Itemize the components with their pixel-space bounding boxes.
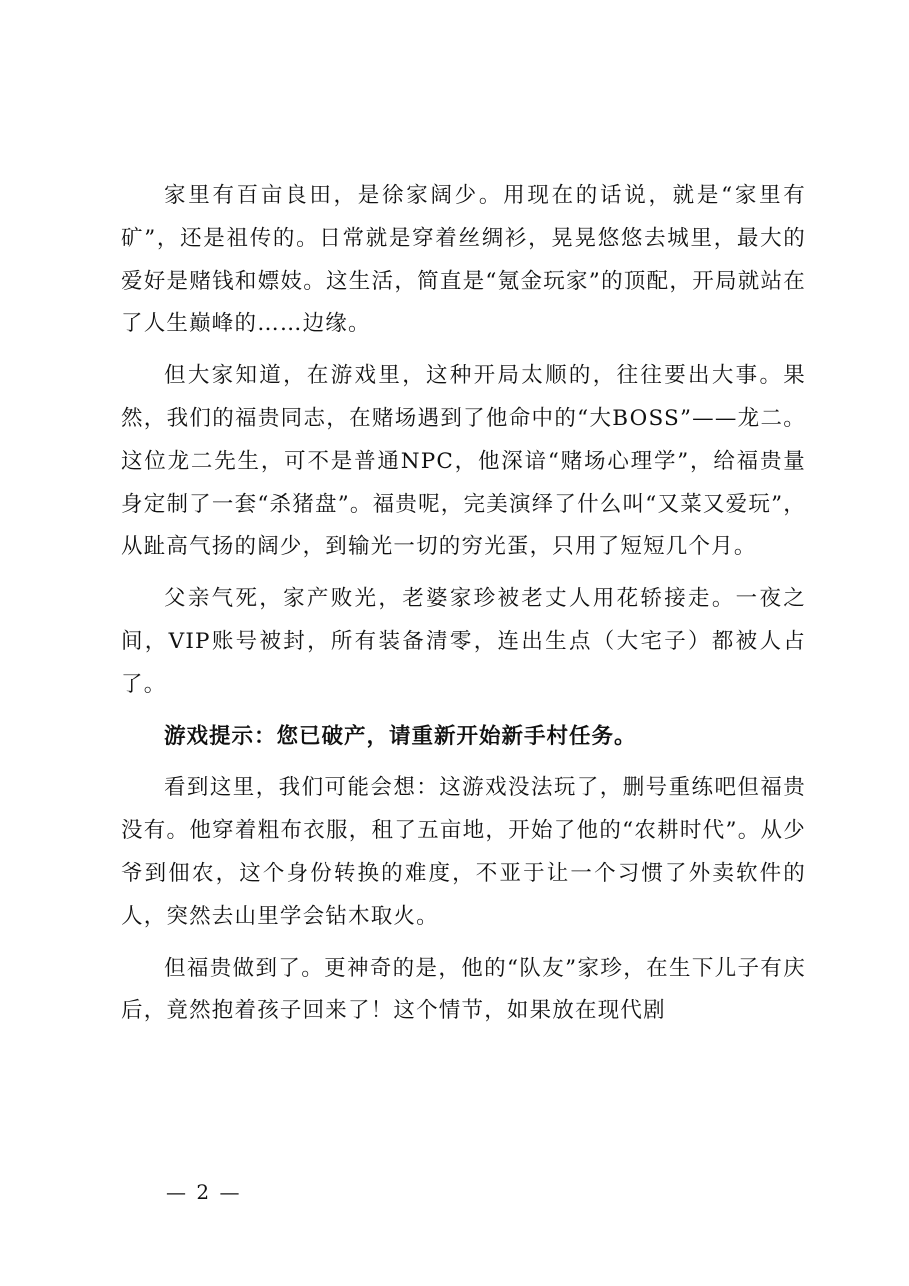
body-text	[121, 175, 806, 1042]
page-number: — 2 —	[166, 1180, 242, 1204]
paragraph-5: 看到这里，我们可能会想：这游戏没法玩了，删号重练吧但福贵没有。他穿着粗布衣服，租了五亩地，开始了他的“农耕时代”。从少爷到佃农，这个身份转换的难度，不亚于让一个习惯了外卖软件的人，突然去山里学会钻木取火。	[121, 775, 806, 929]
paragraph-3: 父亲气死，家产败光，老婆家珍被老丈人用花轿接走。一夜之间，VIP账号被封，所有装备清零，连出生点（大宅子）都被人占了。	[121, 586, 806, 697]
paragraph-1: 家里有百亩良田，是徐家阔少。用现在的话说，就是“家里有矿”，还是祖传的。日常就是穿着丝绸衫，晃晃悠悠去城里，最大的爱好是赌钱和嫖妓。这生活，简直是“氪金玩家”的顶配，开局就站在了人生巅峰的……边缘。	[121, 183, 806, 337]
game-tip-paragraph: 游戏提示：您已破产，请重新开始新手村任务。	[164, 723, 637, 749]
paragraph-2: 但大家知道，在游戏里，这种开局太顺的，往往要出大事。果然，我们的福贵同志，在赌场遇到了他命中的“大BOSS”——龙二。这位龙二先生，可不是普通NPC，他深谙“赌场心理学”，给福贵量身定制了一套“杀猪盘”。福贵呢，完美演绎了什么叫“又菜又爱玩”，从趾高气扬的阔少，到输光一切的穷光蛋，只用了短短几个月。	[121, 363, 806, 560]
paragraph-6: 但福贵做到了。更神奇的是，他的“队友”家珍，在生下儿子有庆后，竟然抱着孩子回来了！这个情节，如果放在现代剧	[121, 955, 806, 1024]
